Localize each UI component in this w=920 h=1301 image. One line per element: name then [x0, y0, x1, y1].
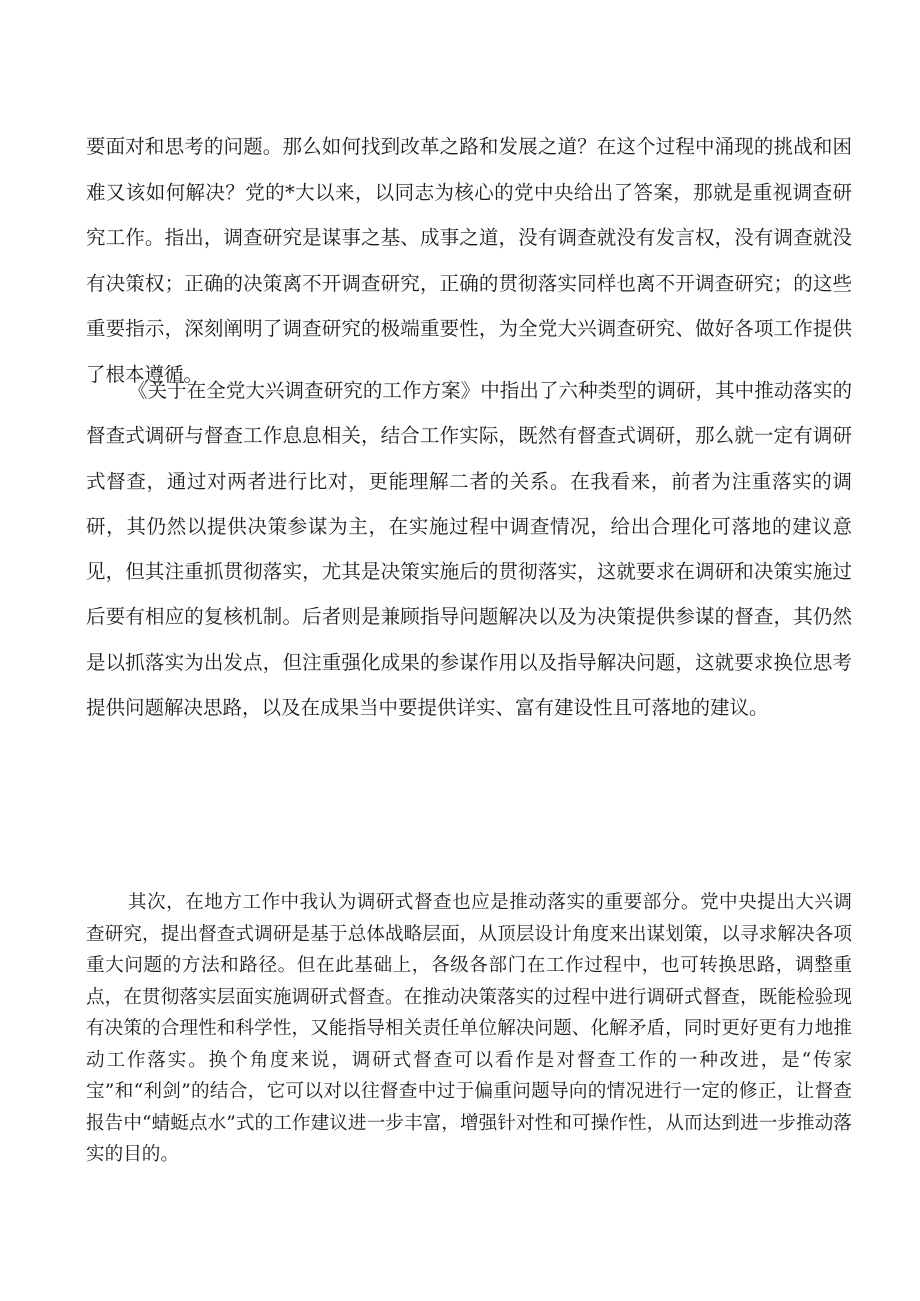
paragraph-1: 要面对和思考的问题。那么如何找到改革之路和发展之道？在这个过程中涌现的挑战和困难又该如何解决？党的*大以来，以同志为核心的党中央给出了答案，那就是重视调查研究工作。指出，调查研究是谋事之基、成事之道，没有调查就没有发言权，没有调查就没有决策权；正确的决策离不开调查研究，正确的贯彻落实同样也离不开调查研究；的这些重要指示，深刻阐明了调查研究的极端重要性，为全党大兴调查研究、做好各项工作提供了根本遵循。 — [86, 135, 852, 386]
paragraph-2: 《关于在全党大兴调查研究的工作方案》中指出了六种类型的调研，其中推动落实的督查式调研与督查工作息息相关，结合工作实际，既然有督查式调研，那么就一定有调研式督查，通过对两者进行比对，更能理解二者的关系。在我看来，前者为注重落实的调研，其仍然以提供决策参谋为主，在实施过程中调查情况，给出合理化可落地的建议意见，但其注重抓贯彻落实，尤其是决策实施后的贯彻落实，这就要求在调研和决策实施过后要有相应的复核机制。后者则是兼顾指导问题解决以及为决策提供参谋的督查，其仍然是以抓落实为出发点，但注重强化成果的参谋作用以及指导解决问题，这就要求换位思考提供问题解决思路，以及在成果当中要提供详实、富有建设性且可落地的建议。 — [86, 379, 852, 720]
paragraph-3: 其次，在地方工作中我认为调研式督查也应是推动落实的重要部分。党中央提出大兴调查研究，提出督查式调研是基于总体战略层面，从顶层设计角度来出谋划策，以寻求解决各项重大问题的方法和路径。但在此基础上，各级各部门在工作过程中，也可转换思路，调整重点，在贯彻落实层面实施调研式督查。在推动决策落实的过程中进行调研式督查，既能检验现有决策的合理性和科学性，又能指导相关责任单位解决问题、化解矛盾，同时更好更有力地推动工作落实。换个角度来说，调研式督查可以看作是对督查工作的一种改进，是“传家宝”和“利剑”的结合，它可以对以往督查中过于偏重问题导向的情况进行一定的修正，让督查报告中“蜻蜓点水”式的工作建议进一步丰富，增强针对性和可操作性，从而达到进一步推动落实的目的。 — [86, 892, 852, 1165]
